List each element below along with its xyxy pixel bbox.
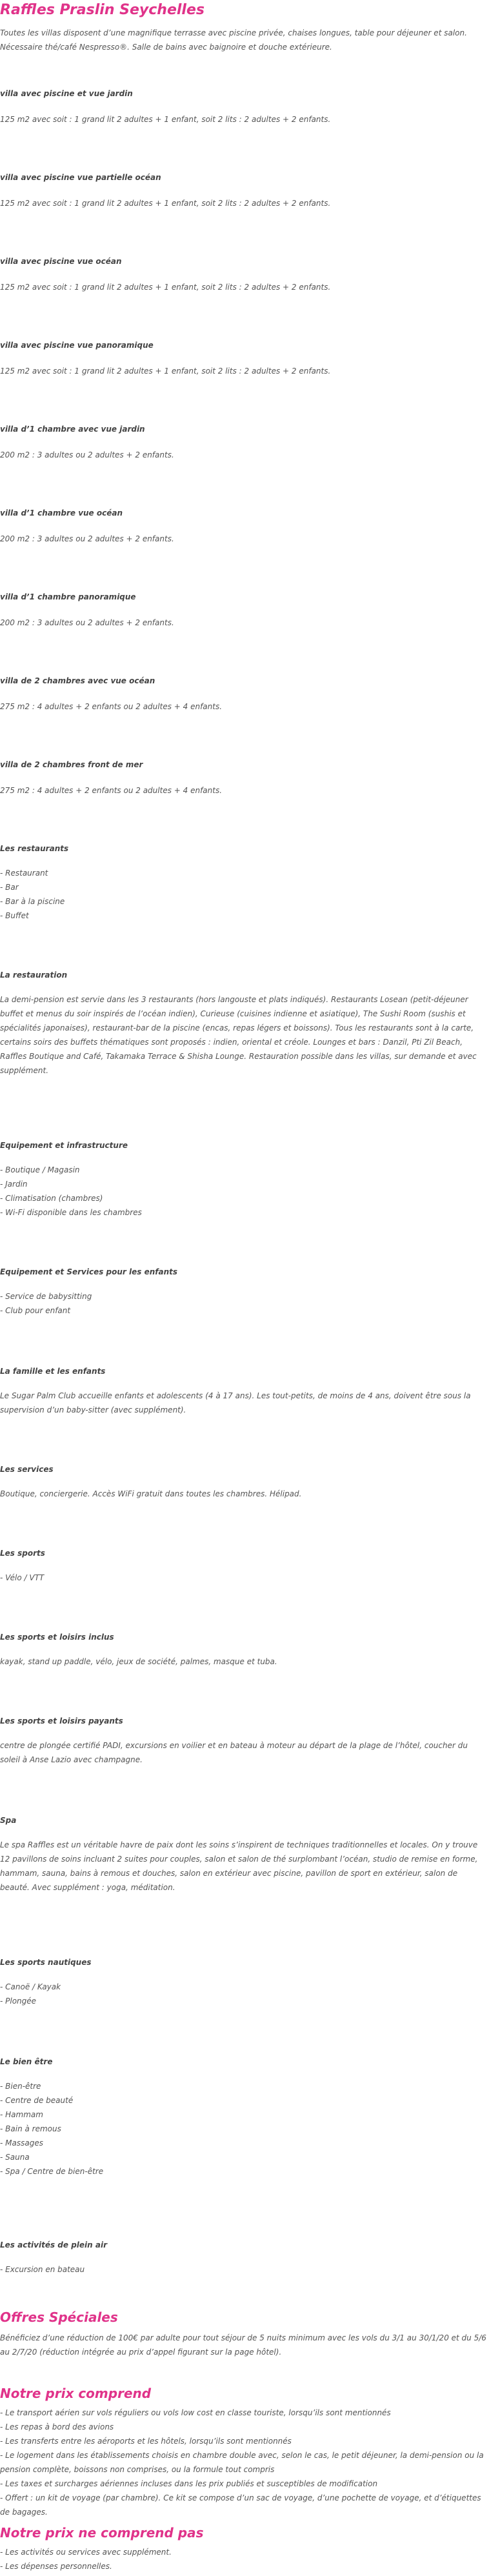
sports-inclus-section <box>0 1631 488 1715</box>
enfants-services-list <box>0 1289 488 1318</box>
list-item: - Bar <box>0 883 19 892</box>
room-title: villa de 2 chambres avec vue océan <box>0 676 155 685</box>
room-description: 275 m2 : 4 adultes + 2 enfants ou 2 adultes + 4 enfants. <box>0 702 223 711</box>
room-description: 125 m2 avec soit : 1 grand lit 2 adultes + 1 enfant, soit 2 lits : 2 adultes + 2 enfants. <box>0 199 331 208</box>
room-title: villa avec piscine et vue jardin <box>0 89 133 98</box>
room-description: 200 m2 : 3 adultes ou 2 adultes + 2 enfants. <box>0 534 174 543</box>
plein-air-list <box>0 2262 488 2277</box>
list-item: - Le transport aérien sur vols réguliers ou vols low cost en classe touriste, lorsqu’ils sont mentionnés <box>0 2408 391 2417</box>
section-title: Les restaurants <box>0 844 69 853</box>
list-item: - Wi-Fi disponible dans les chambres <box>0 1208 142 1217</box>
room-item <box>0 507 488 591</box>
section-title: Spa <box>0 1816 17 1825</box>
room-title: villa de 2 chambres front de mer <box>0 760 143 769</box>
room-item <box>0 675 488 759</box>
prix-ne-comprend-list <box>0 2545 488 2573</box>
prix-comprend-title: Notre prix comprend <box>0 2386 152 2401</box>
list-item: - Les taxes et surcharges aériennes incluses dans les prix publiés et susceptibles de modification <box>0 2479 378 2488</box>
section-title: Les sports et loisirs inclus <box>0 1633 114 1642</box>
list-item: - Bar à la piscine <box>0 897 65 906</box>
list-item: - Spa / Centre de bien-être <box>0 2167 104 2176</box>
prix-ne-comprend-title: Notre prix ne comprend pas <box>0 2525 204 2541</box>
room-description: 125 m2 avec soit : 1 grand lit 2 adultes + 1 enfant, soit 2 lits : 2 adultes + 2 enfants. <box>0 283 331 292</box>
list-item: - Le logement dans les établissements choisis en chambre double avec, selon le cas, le petit déjeuner, la demi-pension ou la pension complète, boissons non comprises, ou la formule tout compris <box>0 2451 484 2474</box>
list-item: - Bien-être <box>0 2082 41 2091</box>
famille-section <box>0 1365 488 1464</box>
section-text: kayak, stand up paddle, vélo, jeux de société, palmes, masque et tuba. <box>0 1657 277 1666</box>
room-title: villa avec piscine vue panoramique <box>0 341 154 350</box>
section-title: Les sports nautiques <box>0 1958 92 1967</box>
equipement-section <box>0 1140 488 1266</box>
room-item <box>0 172 488 256</box>
section-title: Les sports <box>0 1549 45 1558</box>
section-title: La restauration <box>0 971 68 980</box>
section-text: Le spa Raffles est un véritable havre de paix dont les soins s’inspirent de techniques traditionnelles et locales. On y trouve 12 pavillons de soins incluant 2 suites pour couples, salon et salon de thé surplombant l’océan, studio de remise en forme, hammam, sauna, bains à remous et douches, salon en extérieur avec piscine, pavillon de sport en extérieur, salon de beauté. Avec supplément : yoga, méditation. <box>0 1840 478 1892</box>
offres-title: Offres Spéciales <box>0 2309 118 2325</box>
list-item: - Les dépenses personnelles. <box>0 2562 112 2571</box>
prix-comprend-section <box>0 2385 488 2524</box>
sports-nautiques-section <box>0 1957 488 2056</box>
list-item: - Jardin <box>0 1180 28 1189</box>
section-text: centre de plongée certifié PADI, excursions en voilier et en bateau à moteur au départ de la plage de l’hôtel, coucher du soleil à Anse Lazio avec champagne. <box>0 1741 468 1764</box>
bien-etre-section <box>0 2056 488 2239</box>
list-item: - Massages <box>0 2138 43 2148</box>
section-title: Les services <box>0 1465 54 1474</box>
room-description: 275 m2 : 4 adultes + 2 enfants ou 2 adultes + 4 enfants. <box>0 786 223 795</box>
services-section <box>0 1464 488 1547</box>
list-item: - Buffet <box>0 911 29 920</box>
list-item: - Les repas à bord des avions <box>0 2422 114 2431</box>
section-title: La famille et les enfants <box>0 1367 106 1376</box>
section-title: Les activités de plein air <box>0 2240 108 2249</box>
sports-nautiques-list <box>0 1980 488 2008</box>
list-item: - Les activités ou services avec supplément. <box>0 2548 172 2557</box>
equipement-list <box>0 1163 488 1220</box>
hotel-intro: Toutes les villas disposent d’une magnifique terrasse avec piscine privée, chaises longues, table pour déjeuner et salon. Nécessaire thé/café Nespresso®. Salle de bains avec baignoire et douche extérieure. <box>0 28 467 52</box>
prix-comprend-list <box>0 2406 488 2519</box>
prix-ne-comprend-section <box>0 2524 488 2573</box>
page-title: Raffles Praslin Seychelles <box>0 2 205 18</box>
restauration-section <box>0 969 488 1140</box>
room-description: 125 m2 avec soit : 1 grand lit 2 adultes + 1 enfant, soit 2 lits : 2 adultes + 2 enfants. <box>0 115 331 124</box>
room-item <box>0 88 488 172</box>
spa-section <box>0 1815 488 1957</box>
room-item <box>0 339 488 423</box>
restaurants-list <box>0 866 488 923</box>
list-item: - Service de babysitting <box>0 1292 92 1301</box>
list-item: - Restaurant <box>0 869 48 878</box>
room-item <box>0 759 488 843</box>
section-title: Equipement et Services pour les enfants <box>0 1267 177 1276</box>
list-item: - Canoë / Kayak <box>0 1982 61 1991</box>
room-item <box>0 256 488 339</box>
section-title: Le bien être <box>0 2057 53 2066</box>
room-description: 200 m2 : 3 adultes ou 2 adultes + 2 enfants. <box>0 450 174 459</box>
bien-etre-list <box>0 2079 488 2179</box>
list-item: - Hammam <box>0 2110 43 2119</box>
room-item <box>0 423 488 507</box>
list-item: - Bain à remous <box>0 2124 61 2133</box>
room-title: villa avec piscine vue partielle océan <box>0 173 161 182</box>
sports-section <box>0 1547 488 1631</box>
list-item: - Boutique / Magasin <box>0 1165 80 1174</box>
sports-payants-section <box>0 1715 488 1815</box>
section-title: Les sports et loisirs payants <box>0 1716 123 1726</box>
room-item <box>0 591 488 675</box>
offres-text: Bénéficiez d’une réduction de 100€ par adulte pour tout séjour de 5 nuits minimum avec les vols du 3/1 au 30/1/20 et du 5/6 au 2/7/20 (réduction intégrée au prix d’appel figurant sur la page hôtel). <box>0 2333 486 2357</box>
section-text: Boutique, conciergerie. Accès WiFi gratuit dans toutes les chambres. Hélipad. <box>0 1489 302 1498</box>
list-item: - Club pour enfant <box>0 1306 71 1315</box>
room-title: villa d’1 chambre panoramique <box>0 592 136 601</box>
room-title: villa d’1 chambre vue océan <box>0 508 123 518</box>
list-item: - Les transferts entre les aéroports et les hôtels, lorsqu’ils sont mentionnés <box>0 2437 292 2446</box>
offres-section <box>0 2309 488 2385</box>
section-title: Equipement et infrastructure <box>0 1141 128 1150</box>
room-description: 200 m2 : 3 adultes ou 2 adultes + 2 enfants. <box>0 618 174 627</box>
room-description: 125 m2 avec soit : 1 grand lit 2 adultes + 1 enfant, soit 2 lits : 2 adultes + 2 enfants. <box>0 367 331 376</box>
list-item: - Climatisation (chambres) <box>0 1194 103 1203</box>
plein-air-section <box>0 2239 488 2309</box>
list-item: - Plongée <box>0 1997 37 2006</box>
section-text: La demi-pension est servie dans les 3 restaurants (hors langouste et plats indiqués). Restaurants Losean (petit-déjeuner buffet et menus du soir inspirés de l’océan indien), Curieuse (cuisines indienne et asiatique), The Sushi Room (sushis et spécialités japonaises), restaurant-bar de la piscine (encas, repas légers et boissons). Tous les restaurants sont à la carte, certains soirs des buffets thématiques sont proposés : indien, oriental et créole. Lounges et bars : Danzil, Pti Zil Beach, Raffles Boutique and Café, Takamaka Terrace & Shisha Lounge. Restauration possible dans les villas, sur demande et avec supplément. <box>0 995 477 1075</box>
room-title: villa d’1 chambre avec vue jardin <box>0 425 145 434</box>
restaurants-section <box>0 843 488 969</box>
list-item: - Offert : un kit de voyage (par chambre). Ce kit se compose d’un sac de voyage, d’une pochette de voyage, et d’étiquettes de bagages. <box>0 2493 481 2517</box>
room-title: villa avec piscine vue océan <box>0 257 122 266</box>
enfants-services-section <box>0 1266 488 1365</box>
list-item: - Sauna <box>0 2153 30 2162</box>
section-text: Le Sugar Palm Club accueille enfants et adolescents (4 à 17 ans). Les tout-petits, de moins de 4 ans, doivent être sous la supervision d’un baby-sitter (avec supplément). <box>0 1391 471 1414</box>
list-item: - Centre de beauté <box>0 2096 74 2105</box>
room-list <box>0 88 488 843</box>
list-item: - Excursion en bateau <box>0 2265 85 2274</box>
list-item: - Vélo / VTT <box>0 1573 45 1582</box>
sports-list <box>0 1571 488 1585</box>
